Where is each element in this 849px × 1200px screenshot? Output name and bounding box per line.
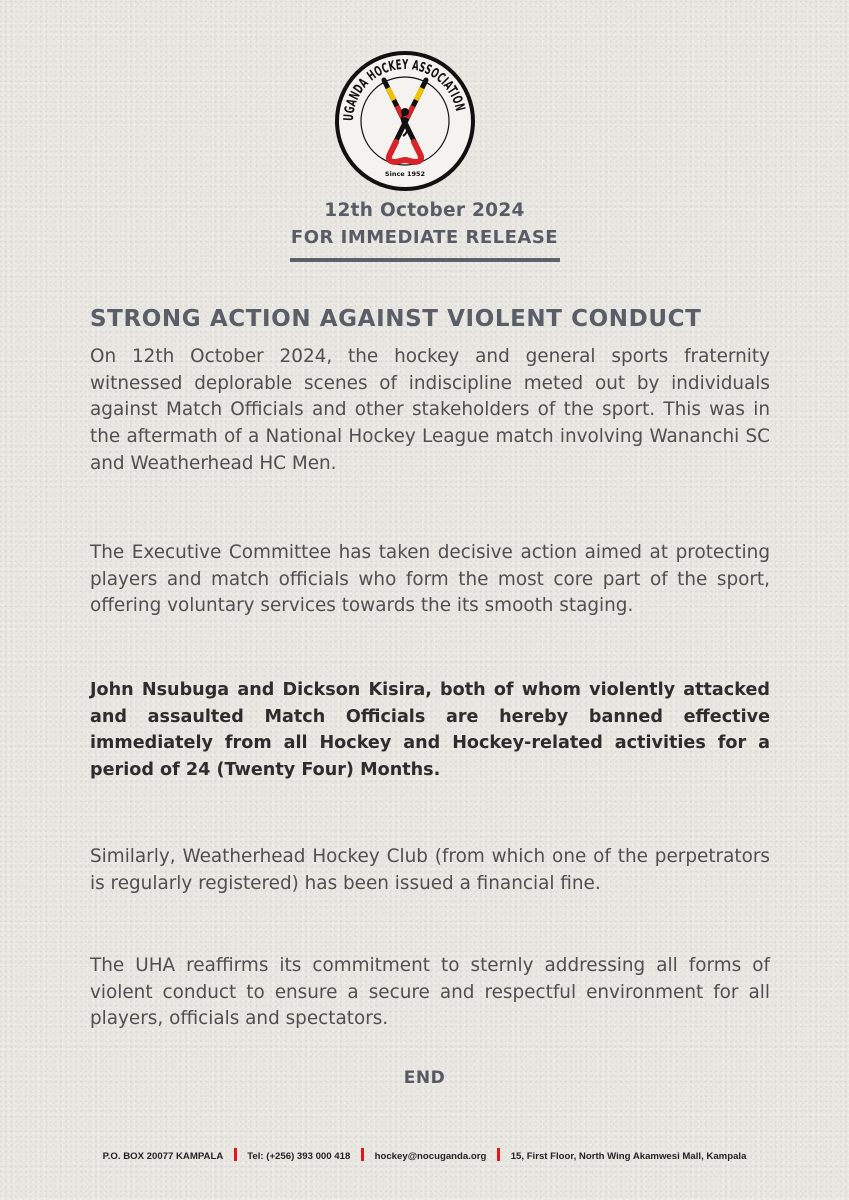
body-paragraph-incident: On 12th October 2024, the hockey and general sports fraternity witnessed deplorable scenes of indiscipline meted out by individuals against Match Officials and other stakeholders of the sport. This was in the aftermath of a National Hockey League match involving Wananchi SC and Weatherhead HC Men. [90, 346, 770, 474]
footer-address: 15, First Floor, North Wing Akamwesi Mall, Kampala [510, 1151, 747, 1162]
release-date: 12th October 2024 [324, 200, 525, 221]
footer-separator [361, 1148, 364, 1161]
footer-po-box: P.O. BOX 20077 KAMPALA [102, 1151, 223, 1162]
logo-ring-text: UGANDA HOCKEY ASSOCIATION [340, 56, 470, 122]
uha-logo [334, 50, 476, 192]
footer-separator [497, 1148, 500, 1161]
footer-telephone: Tel: (+256) 393 000 418 [247, 1151, 351, 1162]
body-paragraph-commitment: The UHA reaffirms its commitment to sternly addressing all forms of violent conduct to ensure a secure and respectful environment for all players, officials and spectators. [90, 955, 770, 1030]
footer-email: hockey@nocuganda.org [374, 1151, 487, 1162]
header-divider [290, 258, 560, 262]
body-paragraph-ban: John Nsubuga and Dickson Kisira, both of whom violently attacked and assaulted Match Officials are hereby banned effective immediately from all Hockey and Hockey-related activities for a period of 24 (Twenty Four) Months. [90, 680, 770, 781]
body-paragraph-fine: Similarly, Weatherhead Hockey Club (from which one of the perpetrators is regularly registered) has been issued a financial fine. [90, 846, 770, 894]
page-title: STRONG ACTION AGAINST VIOLENT CONDUCT [90, 306, 702, 332]
footer-separator [234, 1148, 237, 1161]
end-marker: END [403, 1068, 446, 1088]
release-label: FOR IMMEDIATE RELEASE [290, 227, 559, 248]
logo-since-text: Since 1952 [384, 170, 426, 178]
footer [0, 1148, 849, 1162]
body-paragraph-action: The Executive Committee has taken decisive action aimed at protecting players and match officials who form the most core part of the sport, offering voluntary services towards the its smooth staging. [90, 542, 770, 617]
